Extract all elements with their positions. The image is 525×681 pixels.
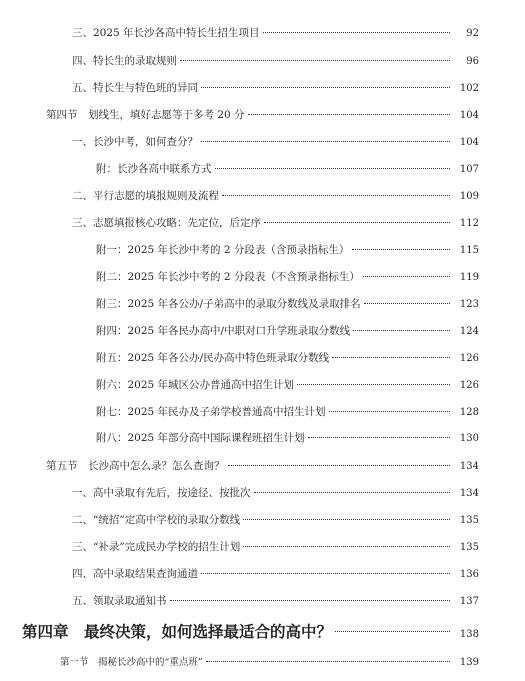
toc-entry-page: 135 bbox=[459, 542, 479, 553]
toc-entry-label: 附：长沙各高中联系方式 bbox=[96, 163, 212, 175]
toc-entry-label: 四、特长生的录取规则 bbox=[72, 55, 177, 67]
toc-entry bbox=[0, 189, 525, 204]
toc-leader bbox=[248, 114, 450, 115]
toc-leader bbox=[332, 357, 450, 358]
toc-leader bbox=[180, 60, 450, 61]
toc-entry-page: 126 bbox=[459, 380, 479, 391]
toc-entry-page: 130 bbox=[459, 433, 479, 444]
toc-entry-label: 三、志愿填报核心攻略：先定位，后定序 bbox=[72, 217, 261, 229]
toc-appendix bbox=[0, 351, 525, 366]
toc-entry-label: 五、领取录取通知书 bbox=[72, 595, 167, 607]
toc-section bbox=[0, 656, 525, 670]
toc-leader bbox=[201, 573, 450, 574]
toc-appendix bbox=[0, 378, 525, 393]
toc-entry-page: 134 bbox=[459, 488, 479, 499]
toc-entry-page: 136 bbox=[459, 569, 479, 580]
toc-chapter-label: 第四章 最终决策，如何选择最适合的高中？ bbox=[22, 623, 333, 641]
toc-entry-label: 三、2025 年长沙各高中特长生招生项目 bbox=[72, 27, 260, 39]
toc-entry-page: 126 bbox=[459, 353, 479, 364]
toc-entry-label: 附五：2025 年各公办/民办高中特色班录取分数线 bbox=[96, 352, 330, 364]
toc-section bbox=[0, 108, 525, 123]
toc-entry-page: 115 bbox=[459, 245, 479, 256]
toc-entry-page: 102 bbox=[459, 83, 479, 94]
toc-appendix bbox=[0, 243, 525, 258]
toc-entry-page: 139 bbox=[459, 657, 479, 668]
toc-entry bbox=[0, 26, 525, 41]
toc-entry-label: 附二：2025 年长沙中考的 2 分段表（不含预录指标生） bbox=[96, 271, 360, 283]
toc-entry-page: 135 bbox=[459, 515, 479, 526]
toc-entry-label: 第一节 揭秘长沙高中的“重点班” bbox=[60, 657, 203, 668]
toc-entry-page: 119 bbox=[459, 272, 479, 283]
toc-entry-label: 一、高中录取有先后，按途径、按批次 bbox=[72, 487, 251, 499]
toc-entry-label: 二、平行志愿的填报规则及流程 bbox=[72, 190, 219, 202]
toc-leader bbox=[201, 141, 450, 142]
toc-entry bbox=[0, 135, 525, 150]
toc-entry-label: 二、“统招”定高中学校的录取分数线 bbox=[72, 514, 241, 526]
toc-leader bbox=[329, 411, 450, 412]
toc-entry-page: 134 bbox=[459, 461, 479, 472]
toc-leader bbox=[206, 661, 450, 662]
toc-leader bbox=[228, 465, 451, 466]
toc-section bbox=[0, 459, 525, 474]
toc-entry-page: 112 bbox=[459, 218, 479, 229]
toc-leader bbox=[222, 195, 450, 196]
toc-entry-label: 附七：2025 年民办及子弟学校普通高中招生计划 bbox=[96, 406, 326, 418]
toc-leader bbox=[201, 87, 450, 88]
toc-entry-label: 附三：2025 年各公办/子弟高中的录取分数线及录取排名 bbox=[96, 298, 361, 310]
toc-entry-label: 附四：2025 年各民办高中/中职对口升学班录取分数线 bbox=[96, 325, 351, 337]
toc-leader bbox=[215, 168, 451, 169]
toc-entry-page: 107 bbox=[459, 164, 479, 175]
toc-entry-page: 128 bbox=[459, 407, 479, 418]
toc-entry-page: 104 bbox=[459, 110, 479, 121]
toc-entry bbox=[0, 486, 525, 501]
toc-entry-page: 137 bbox=[459, 596, 479, 607]
toc-appendix bbox=[0, 297, 525, 312]
toc-leader bbox=[243, 546, 450, 547]
toc-leader bbox=[254, 492, 451, 493]
toc-entry-page: 104 bbox=[459, 137, 479, 148]
toc-entry-label: 三、“补录”完成民办学校的招生计划 bbox=[72, 541, 241, 553]
toc-entry bbox=[0, 540, 525, 555]
toc-entry bbox=[0, 216, 525, 231]
toc-leader bbox=[352, 249, 450, 250]
toc-entry-label: 附一：2025 年长沙中考的 2 分段表（含预录指标生） bbox=[96, 244, 350, 256]
toc-leader bbox=[297, 384, 450, 385]
toc-leader bbox=[263, 32, 450, 33]
toc-entry-page: 92 bbox=[466, 28, 479, 39]
toc-leader bbox=[353, 330, 450, 331]
toc-entry-label: 附六：2025 年城区公办普通高中招生计划 bbox=[96, 379, 295, 391]
toc-appendix bbox=[0, 162, 525, 177]
toc-leader bbox=[264, 222, 450, 223]
toc-entry-label: 附八：2025 年部分高中国际课程班招生计划 bbox=[96, 432, 305, 444]
toc-leader bbox=[364, 303, 450, 304]
toc-entry bbox=[0, 54, 525, 69]
toc-appendix bbox=[0, 324, 525, 339]
toc-leader bbox=[308, 437, 450, 438]
toc-entry bbox=[0, 81, 525, 96]
toc-entry bbox=[0, 567, 525, 582]
toc-leader bbox=[335, 631, 450, 632]
toc-entry-page: 124 bbox=[459, 326, 479, 337]
toc-entry-page: 96 bbox=[466, 56, 479, 67]
toc-entry-label: 第四节 划线生，填好志愿等于多考 20 分 bbox=[46, 109, 245, 121]
toc-entry-label: 第五节 长沙高中怎么录？怎么查询？ bbox=[46, 460, 225, 472]
toc-entry-page: 138 bbox=[459, 629, 479, 640]
toc-entry bbox=[0, 513, 525, 528]
toc-appendix bbox=[0, 431, 525, 446]
toc-appendix bbox=[0, 405, 525, 420]
toc-chapter bbox=[0, 622, 525, 645]
toc-leader bbox=[243, 519, 450, 520]
toc-entry-label: 五、特长生与特色班的异同 bbox=[72, 82, 198, 94]
toc-leader bbox=[363, 276, 450, 277]
toc-entry-label: 四、高中录取结果查询通道 bbox=[72, 568, 198, 580]
toc-entry-label: 一、长沙中考，如何查分？ bbox=[72, 136, 198, 148]
toc-entry-page: 109 bbox=[459, 191, 479, 202]
toc-leader bbox=[170, 600, 451, 601]
toc-appendix bbox=[0, 270, 525, 285]
toc-entry bbox=[0, 594, 525, 609]
toc-entry-page: 123 bbox=[459, 299, 479, 310]
